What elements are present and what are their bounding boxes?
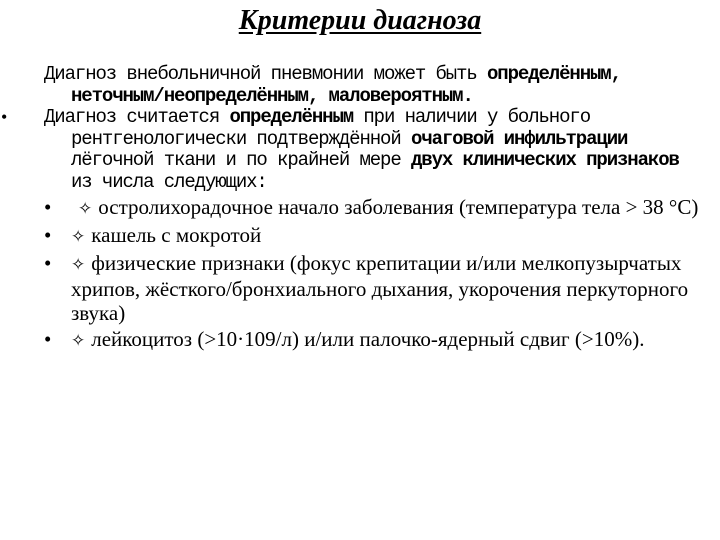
- criterion-text: лейкоцитоз (>10·109/л) и/или палочко-ядерный сдвиг (>10%).: [91, 327, 645, 351]
- slide-content: [1, 63, 704, 353]
- star-icon: ✧: [71, 227, 86, 247]
- bullet-icon: •: [44, 327, 52, 351]
- definite-bold3: двух клинических признаков: [410, 149, 679, 171]
- star-icon: ✧: [71, 331, 86, 351]
- bullet-icon: •: [44, 195, 52, 219]
- definite-paragraph: • Диагноз считается определённым при наличии у больного рентгенологически подтверждённой очаговой инфильтрации лёгочной ткани и по крайней мере двух клинических признаков из числа следующих:: [1, 106, 679, 193]
- star-icon: ✧: [71, 255, 86, 275]
- definite-part1: Диагноз считается: [44, 106, 230, 128]
- criterion-item: [44, 327, 704, 353]
- criterion-text: физические признаки (фокус крепитации и/или мелкопузырчатых хрипов, жёсткого/бронхиального дыхания, укорочения перкуторного звука): [71, 251, 689, 325]
- definite-part3: лёгочной ткани и по крайней мере: [71, 149, 411, 171]
- criterion-item: [44, 223, 704, 249]
- definite-part2: при наличии у больного рентгенологически подтверждённой: [71, 106, 591, 150]
- intro-paragraph: [44, 64, 704, 107]
- intro-bold-text: определённым, неточным/неопределённым, маловероятным.: [71, 63, 621, 107]
- criterion-text: остролихорадочное начало заболевания (температура тела > 38 °С): [98, 195, 699, 219]
- criterion-text: кашель с мокротой: [91, 223, 262, 247]
- page-title: Критерии диагноза: [238, 5, 482, 36]
- star-icon: ✧: [78, 199, 93, 219]
- definite-bold1: определённым: [229, 106, 354, 128]
- bullet-icon: •: [44, 251, 52, 275]
- bullet-icon: •: [44, 223, 52, 247]
- intro-text: Диагноз внебольничной пневмонии может быть: [44, 63, 487, 85]
- definite-bold2: очаговой инфильтрации: [410, 127, 628, 150]
- criterion-item: [44, 251, 704, 325]
- criterion-item: [44, 195, 704, 221]
- definite-part4: из числа следующих:: [71, 170, 267, 193]
